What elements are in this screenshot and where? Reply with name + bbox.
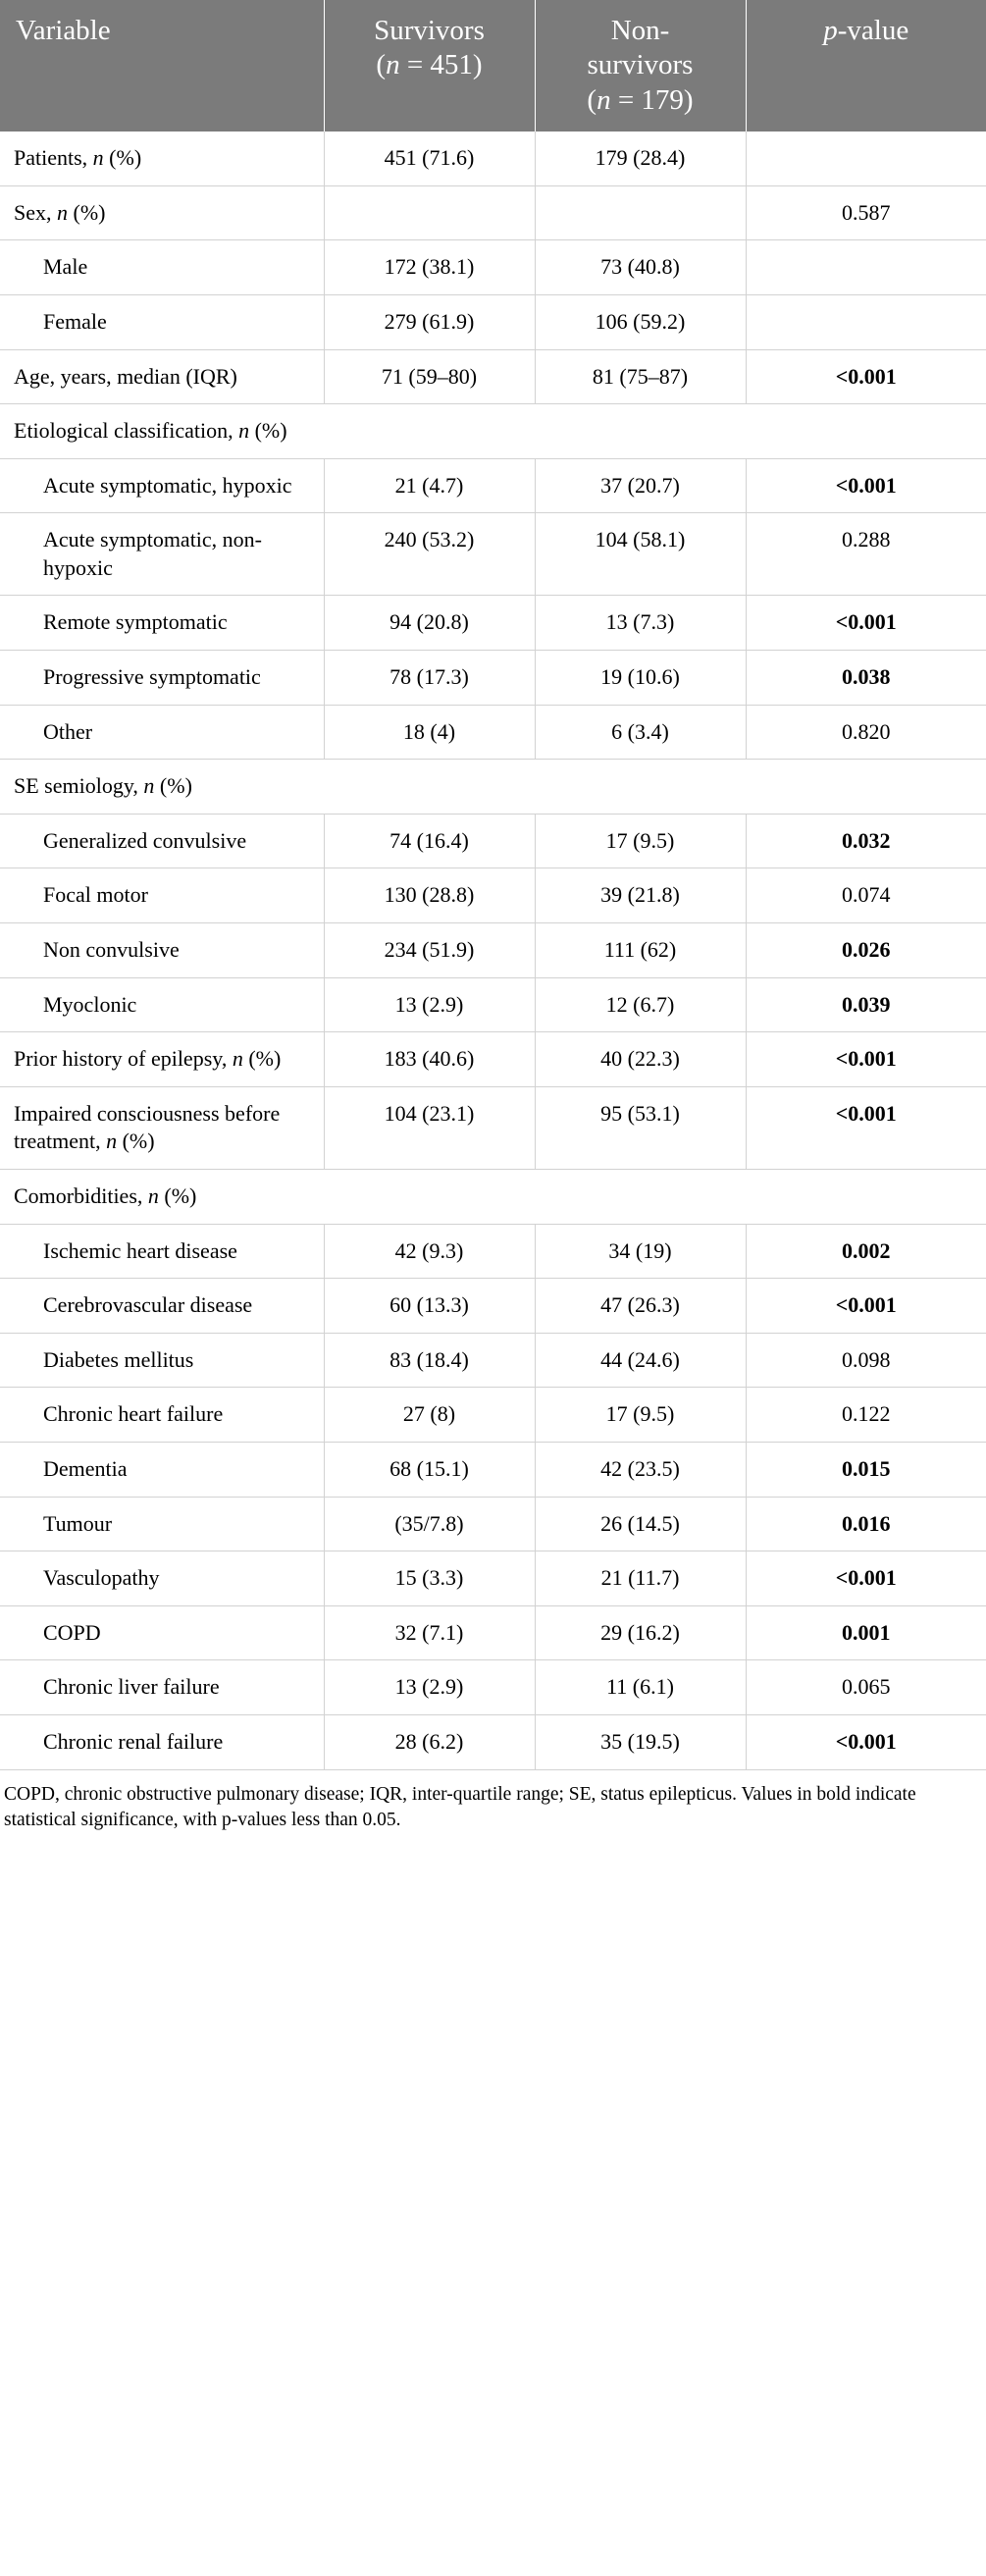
table-row <box>0 185 986 240</box>
row-label <box>0 1224 324 1279</box>
section-label <box>0 760 986 815</box>
row-label-text: Chronic liver failure <box>43 1674 220 1700</box>
row-label-text: Acute symptomatic, hypoxic <box>43 472 292 498</box>
row-label-text: Dementia <box>43 1455 128 1481</box>
row-label <box>0 868 324 923</box>
cell-pvalue: 0.098 <box>746 1333 986 1388</box>
paren-open: ( <box>587 83 597 116</box>
row-label-suffix: (%) <box>158 1183 197 1208</box>
cell-nonsurvivors: 39 (21.8) <box>535 868 746 923</box>
count-value: = 451) <box>399 49 483 81</box>
cell-survivors: 32 (7.1) <box>324 1605 535 1660</box>
cell-pvalue: 0.001 <box>746 1605 986 1660</box>
cell-pvalue: 0.032 <box>746 814 986 868</box>
table-row <box>0 1388 986 1443</box>
table-row <box>0 1497 986 1551</box>
cell-survivors: 13 (2.9) <box>324 977 535 1032</box>
cell-nonsurvivors: 21 (11.7) <box>535 1551 746 1606</box>
row-label-suffix: (%) <box>103 145 142 171</box>
table-row <box>0 705 986 760</box>
cell-survivors: 172 (38.1) <box>324 240 535 295</box>
table-row <box>0 1224 986 1279</box>
cell-survivors: 78 (17.3) <box>324 651 535 706</box>
cell-pvalue: <0.001 <box>746 1714 986 1769</box>
cell-pvalue: 0.002 <box>746 1224 986 1279</box>
cell-nonsurvivors: 35 (19.5) <box>535 1714 746 1769</box>
table-row <box>0 596 986 651</box>
cell-pvalue <box>746 240 986 295</box>
cell-survivors: 183 (40.6) <box>324 1032 535 1087</box>
row-label <box>0 1551 324 1606</box>
row-label <box>0 1086 324 1169</box>
cell-survivors: (35/7.8) <box>324 1497 535 1551</box>
row-label <box>0 923 324 978</box>
table-row <box>0 923 986 978</box>
section-label <box>0 404 986 459</box>
table-row <box>0 349 986 404</box>
pvalue-label-suffix: -value <box>837 15 909 46</box>
row-label <box>0 131 324 185</box>
table-row <box>0 977 986 1032</box>
table-row <box>0 1442 986 1497</box>
cell-pvalue: 0.039 <box>746 977 986 1032</box>
row-label <box>0 1279 324 1334</box>
column-header-variable-label: Variable <box>16 15 111 46</box>
section-label <box>0 1170 986 1225</box>
row-label-text: Etiological classification, <box>14 418 239 444</box>
cell-nonsurvivors: 13 (7.3) <box>535 596 746 651</box>
cell-pvalue: <0.001 <box>746 1279 986 1334</box>
cell-survivors: 28 (6.2) <box>324 1714 535 1769</box>
cell-survivors <box>324 185 535 240</box>
cell-nonsurvivors: 6 (3.4) <box>535 705 746 760</box>
row-label-text: COPD <box>43 1619 101 1645</box>
cell-pvalue: <0.001 <box>746 349 986 404</box>
table-row <box>0 1551 986 1606</box>
cell-survivors: 42 (9.3) <box>324 1224 535 1279</box>
cell-nonsurvivors <box>535 185 746 240</box>
row-label-suffix: (%) <box>249 418 287 444</box>
cell-survivors: 240 (53.2) <box>324 513 535 596</box>
row-label-text: Female <box>43 308 107 334</box>
cell-survivors: 104 (23.1) <box>324 1086 535 1169</box>
table-row <box>0 651 986 706</box>
row-label-text: Impaired consciousness before treatment, <box>14 1100 281 1154</box>
table-row <box>0 1333 986 1388</box>
row-label-text: Male <box>43 254 88 280</box>
table-section-row <box>0 1170 986 1225</box>
cell-nonsurvivors: 17 (9.5) <box>535 814 746 868</box>
row-label-text: SE semiology, <box>14 773 144 799</box>
row-label-text: Age, years, median (IQR) <box>14 363 237 389</box>
column-header-survivors <box>324 0 535 131</box>
table-row <box>0 1279 986 1334</box>
row-label <box>0 513 324 596</box>
row-label-text: Chronic renal failure <box>43 1728 224 1754</box>
row-label-text: Myoclonic <box>43 991 137 1017</box>
cell-pvalue <box>746 294 986 349</box>
row-label-text: Generalized convulsive <box>43 827 247 853</box>
cell-survivors: 279 (61.9) <box>324 294 535 349</box>
cell-pvalue: 0.038 <box>746 651 986 706</box>
cell-pvalue: 0.288 <box>746 513 986 596</box>
cell-pvalue: 0.015 <box>746 1442 986 1497</box>
row-label-text: Diabetes mellitus <box>43 1346 194 1372</box>
row-label-text: Tumour <box>43 1510 113 1536</box>
row-label-text: Patients, <box>14 145 93 171</box>
table-body <box>0 131 986 1769</box>
cell-nonsurvivors: 95 (53.1) <box>535 1086 746 1169</box>
cell-pvalue: 0.065 <box>746 1660 986 1715</box>
cell-pvalue: 0.026 <box>746 923 986 978</box>
n-italic: n <box>57 199 68 225</box>
table-row <box>0 240 986 295</box>
cell-survivors: 94 (20.8) <box>324 596 535 651</box>
cell-pvalue: <0.001 <box>746 1086 986 1169</box>
cell-pvalue: <0.001 <box>746 596 986 651</box>
cell-survivors: 451 (71.6) <box>324 131 535 185</box>
n-italic: n <box>597 83 611 116</box>
column-header-nonsurvivors-line2: survivors <box>587 49 694 81</box>
table-row <box>0 1660 986 1715</box>
cell-nonsurvivors: 11 (6.1) <box>535 1660 746 1715</box>
row-label-text: Comorbidities, <box>14 1183 148 1208</box>
cell-nonsurvivors: 17 (9.5) <box>535 1388 746 1443</box>
row-label <box>0 1660 324 1715</box>
cell-pvalue: 0.820 <box>746 705 986 760</box>
row-label <box>0 1442 324 1497</box>
cell-pvalue: 0.587 <box>746 185 986 240</box>
cell-survivors: 21 (4.7) <box>324 458 535 513</box>
row-label <box>0 596 324 651</box>
cell-pvalue: 0.016 <box>746 1497 986 1551</box>
column-header-nonsurvivors <box>535 0 746 131</box>
row-label <box>0 1497 324 1551</box>
table-row <box>0 294 986 349</box>
table-row <box>0 1032 986 1087</box>
cell-pvalue: <0.001 <box>746 1551 986 1606</box>
cell-nonsurvivors: 73 (40.8) <box>535 240 746 295</box>
row-label <box>0 814 324 868</box>
row-label-suffix: (%) <box>117 1129 155 1154</box>
cell-nonsurvivors: 111 (62) <box>535 923 746 978</box>
cell-nonsurvivors: 47 (26.3) <box>535 1279 746 1334</box>
table-row <box>0 868 986 923</box>
table-row <box>0 458 986 513</box>
table-row <box>0 131 986 185</box>
cell-survivors: 83 (18.4) <box>324 1333 535 1388</box>
row-label <box>0 1333 324 1388</box>
row-label <box>0 458 324 513</box>
cell-survivors: 13 (2.9) <box>324 1660 535 1715</box>
row-label <box>0 1714 324 1769</box>
cell-nonsurvivors: 34 (19) <box>535 1224 746 1279</box>
row-label-text: Prior history of epilepsy, <box>14 1046 233 1072</box>
cell-survivors: 60 (13.3) <box>324 1279 535 1334</box>
p-italic: p <box>823 15 838 46</box>
row-label-text: Other <box>43 718 93 744</box>
cell-nonsurvivors: 37 (20.7) <box>535 458 746 513</box>
row-label-text: Sex, <box>14 199 57 225</box>
cell-pvalue: <0.001 <box>746 458 986 513</box>
row-label <box>0 977 324 1032</box>
row-label-text: Progressive symptomatic <box>43 664 261 690</box>
cell-pvalue <box>746 131 986 185</box>
table-header-row <box>0 0 986 131</box>
count-value: = 179) <box>610 83 694 116</box>
row-label <box>0 1388 324 1443</box>
cell-nonsurvivors: 26 (14.5) <box>535 1497 746 1551</box>
table-section-row <box>0 404 986 459</box>
table-header <box>0 0 986 131</box>
row-label-text: Remote symptomatic <box>43 609 228 635</box>
cell-survivors: 71 (59–80) <box>324 349 535 404</box>
table-section-row <box>0 760 986 815</box>
cell-nonsurvivors: 12 (6.7) <box>535 977 746 1032</box>
table-row <box>0 1714 986 1769</box>
cell-nonsurvivors: 29 (16.2) <box>535 1605 746 1660</box>
cell-nonsurvivors: 19 (10.6) <box>535 651 746 706</box>
column-header-variable <box>0 0 324 131</box>
table-row <box>0 513 986 596</box>
table-row <box>0 1605 986 1660</box>
row-label-text: Vasculopathy <box>43 1565 160 1591</box>
row-label-suffix: (%) <box>154 773 192 799</box>
row-label <box>0 240 324 295</box>
row-label <box>0 294 324 349</box>
cell-nonsurvivors: 40 (22.3) <box>535 1032 746 1087</box>
column-header-survivors-line1: Survivors <box>374 15 485 46</box>
table-row <box>0 1086 986 1169</box>
row-label <box>0 1032 324 1087</box>
n-italic: n <box>147 1183 159 1208</box>
cell-nonsurvivors: 81 (75–87) <box>535 349 746 404</box>
cell-survivors: 27 (8) <box>324 1388 535 1443</box>
n-italic: n <box>232 1046 243 1072</box>
cell-pvalue: 0.122 <box>746 1388 986 1443</box>
cell-nonsurvivors: 42 (23.5) <box>535 1442 746 1497</box>
row-label-text: Ischemic heart disease <box>43 1237 237 1263</box>
cell-survivors: 68 (15.1) <box>324 1442 535 1497</box>
row-label <box>0 185 324 240</box>
cell-pvalue: <0.001 <box>746 1032 986 1087</box>
row-label-text: Chronic heart failure <box>43 1401 224 1427</box>
row-label-text: Acute symptomatic, non-hypoxic <box>43 527 263 580</box>
row-label-text: Non convulsive <box>43 937 180 963</box>
table-footnote: COPD, chronic obstructive pulmonary disease; IQR, inter-quartile range; SE, status epilepticus. Values in bold indicate statistical significance, with p-values less than 0.05. <box>4 1783 916 1831</box>
column-header-nonsurvivors-line1: Non- <box>610 15 670 46</box>
n-italic: n <box>92 145 104 171</box>
table-row <box>0 814 986 868</box>
cell-survivors: 74 (16.4) <box>324 814 535 868</box>
row-label-suffix: (%) <box>68 199 106 225</box>
column-header-survivors-line2 <box>340 48 519 82</box>
row-label-suffix: (%) <box>242 1046 282 1072</box>
cell-survivors: 15 (3.3) <box>324 1551 535 1606</box>
cell-pvalue: 0.074 <box>746 868 986 923</box>
cell-nonsurvivors: 106 (59.2) <box>535 294 746 349</box>
column-header-pvalue <box>746 0 986 131</box>
row-label-text: Cerebrovascular disease <box>43 1292 253 1318</box>
cell-nonsurvivors: 44 (24.6) <box>535 1333 746 1388</box>
cell-survivors: 18 (4) <box>324 705 535 760</box>
n-italic: n <box>143 773 155 799</box>
cell-survivors: 130 (28.8) <box>324 868 535 923</box>
n-italic: n <box>238 418 250 444</box>
cell-nonsurvivors: 179 (28.4) <box>535 131 746 185</box>
cell-nonsurvivors: 104 (58.1) <box>535 513 746 596</box>
row-label <box>0 1605 324 1660</box>
column-header-nonsurvivors-line3 <box>551 83 730 118</box>
row-label <box>0 705 324 760</box>
cell-survivors: 234 (51.9) <box>324 923 535 978</box>
row-label <box>0 349 324 404</box>
paren-open: ( <box>376 49 387 81</box>
row-label <box>0 651 324 706</box>
n-italic: n <box>106 1129 118 1154</box>
n-italic: n <box>386 49 400 81</box>
row-label-text: Focal motor <box>43 882 148 908</box>
